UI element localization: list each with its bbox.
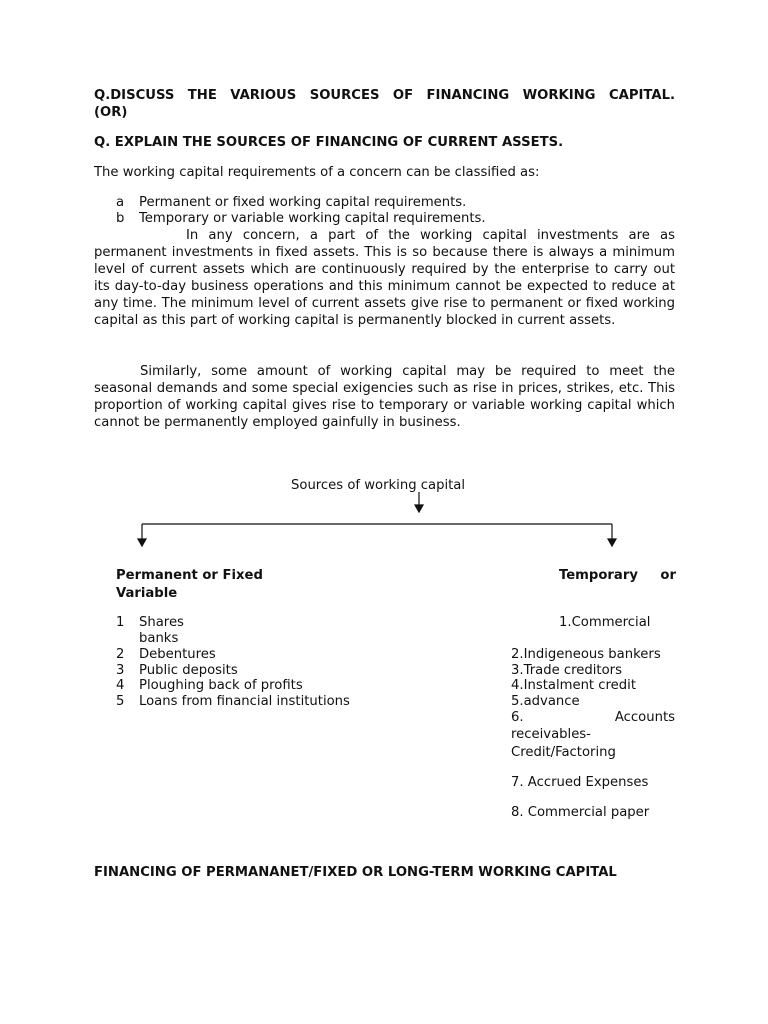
temporary-item-6-number: 6. [511, 710, 524, 725]
list-item [116, 210, 486, 227]
list-item-text: Temporary or variable working capital requirements. [139, 211, 486, 226]
list-item-wrap: banks [139, 631, 179, 646]
temporary-heading [559, 567, 676, 584]
item-number: 1 [116, 615, 125, 630]
item-number: 3 [116, 663, 125, 678]
temporary-item-7: 7. Accrued Expenses [511, 775, 649, 790]
section-heading: FINANCING OF PERMANANET/FIXED OR LONG-TERM WORKING CAPITAL [94, 865, 617, 880]
temporary-item-4: 4.Instalment credit [511, 678, 636, 693]
temporary-item-6-word: Accounts [614, 710, 675, 725]
temporary-item-1: 1.Commercial [559, 615, 651, 630]
left-arrowhead [138, 539, 146, 546]
paragraph-temporary-text: Similarly, some amount of working capital may be required to meet the seasonal demands and some special exigencies such as rise in prices, strikes, etc. This proportion of working capital gives rise to temporary or variable working capital which cannot be permanently employed gainfully in business. [94, 364, 675, 430]
temporary-item-6 [511, 709, 675, 726]
temporary-item-8: 8. Commercial paper [511, 805, 650, 820]
item-text: Loans from financial institutions [139, 694, 350, 709]
paragraph-permanent [94, 227, 675, 329]
question-1-line-1: Q.DISCUSS THE VARIOUS SOURCES OF FINANCING WORKING CAPITAL. [94, 88, 675, 103]
temporary-sources-list [511, 646, 677, 826]
right-arrowhead [608, 539, 616, 546]
list-marker: b [116, 211, 125, 226]
temporary-heading-word: Temporary [559, 568, 638, 583]
list-item-text: Permanent or fixed working capital requirements. [139, 195, 467, 210]
paragraph-temporary [94, 363, 675, 431]
question-2: Q. EXPLAIN THE SOURCES OF FINANCING OF CURRENT ASSETS. [94, 135, 564, 150]
item-number: 5 [116, 694, 125, 709]
item-number: 2 [116, 647, 125, 662]
item-number: 4 [116, 678, 125, 693]
temporary-item-6-line-3: Credit/Factoring [511, 745, 616, 760]
item-text: Ploughing back of profits [139, 678, 303, 693]
temporary-heading-or: or [660, 568, 676, 583]
paragraph-permanent-text: In any concern, a part of the working capital investments are as permanent investments in fixed assets. This is so because there is always a minimum level of current assets which are continuously required by the enterprise to carry out its day-to-day business operations and this minimum cannot be expected to reduce at any time. The minimum level of current assets give rise to permanent or fixed working capital as this part of working capital is permanently blocked in current assets. [94, 228, 675, 328]
temporary-item-3: 3.Trade creditors [511, 663, 622, 678]
question-1-line-2: (OR) [94, 105, 128, 120]
temporary-item-5: 5.advance [511, 694, 580, 709]
item-text: Public deposits [139, 663, 238, 678]
permanent-heading: Permanent or Fixed [116, 568, 263, 583]
title-arrowhead [415, 505, 423, 512]
item-text: Debentures [139, 647, 216, 662]
temporary-item-6-line-2: receivables- [511, 727, 591, 742]
temporary-item-2: 2.Indigeneous bankers [511, 647, 661, 662]
permanent-sources-list [116, 614, 416, 714]
diagram-title: Sources of working capital [291, 478, 466, 493]
branch-connector [130, 490, 630, 550]
question-1 [94, 87, 675, 121]
list-marker: a [116, 195, 125, 210]
variable-heading: Variable [116, 586, 178, 601]
list-item [116, 194, 466, 211]
intro-text: The working capital requirements of a concern can be classified as: [94, 165, 540, 180]
item-text: Shares [139, 615, 184, 630]
